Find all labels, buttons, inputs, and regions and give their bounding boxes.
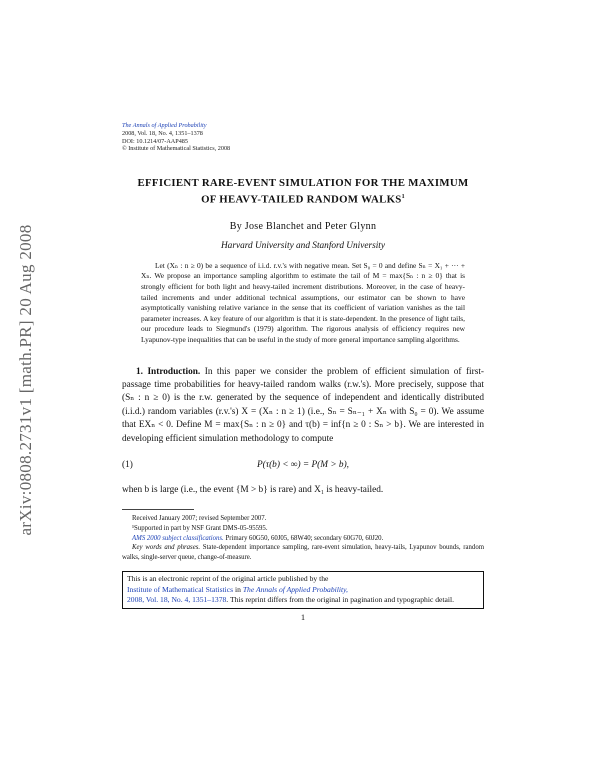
journal-header xyxy=(122,122,484,153)
title-line-2 xyxy=(122,190,484,207)
footnotes xyxy=(122,514,484,562)
reprint-text-c: . This reprint differs from the original in pagination and typographic detail. xyxy=(226,595,454,605)
keywords-label: Key words and phrases. xyxy=(132,544,201,552)
ams-codes: Primary 60G50, 60J05, 68W40; secondary 60G70, 60J20. xyxy=(223,534,384,542)
paper-authors: By Jose Blanchet and Peter Glynn xyxy=(229,220,377,232)
reprint-notice-box xyxy=(122,571,484,609)
journal-doi-link[interactable]: DOI: 10.1214/07-AAP485 xyxy=(122,137,188,145)
abstract-text: Let (Xₙ : n ≥ 0) be a sequence of i.i.d. r.v.'s with negative mean. Set S₀ = 0 and define Sₙ = X₁ + ··· + Xₙ. We propose an importance sampling algorithm to estimate the tail of M = max{Sₙ : n ≥ 0} that is strongly efficient for both light and heavy-tailed increment distributions. Moreover, in the case of heavy-tailed increments and under additional technical assumptions, our estimator can be shown to have asymptotically vanishing relative variance in the sense that its coefficient of variation vanishes as the tail parameter increases. A key feature of our algorithm is that it is state-dependent. In the presence of light tails, our procedure leads to Siegmund's (1979) algorithm. The rigorous analysis of efficiency requires new Lyapunov-type inequalities that can be useful in the study of more general importance sampling algorithms. xyxy=(141,260,465,344)
equation-formula: P(τ(b) < ∞) = P(M > b), xyxy=(256,459,350,470)
title-line-1: EFFICIENT RARE-EVENT SIMULATION FOR THE MAXIMUM xyxy=(137,177,469,190)
keywords-text: State-dependent importance sampling, rare-event simulation, heavy-tails, Lyapunov bounds, random walks, single-server queue, change-of-measure. xyxy=(122,544,485,561)
journal-volume-line: 2008, Vol. 18, No. 4, 1351–1378 xyxy=(122,129,203,137)
reprint-text-a: This is an electronic reprint of the original article published by the xyxy=(127,574,329,584)
footnote-keywords xyxy=(122,543,484,562)
footnote-received: Received January 2007; revised September 2007. xyxy=(132,515,267,523)
footnote-rule xyxy=(122,509,194,510)
arxiv-sidebar-stamp xyxy=(6,170,46,590)
abstract xyxy=(141,261,465,346)
section-heading: 1. Introduction. xyxy=(136,366,201,377)
journal-copyright-line: © Institute of Mathematical Statistics, 2008 xyxy=(122,145,231,153)
intro-paragraph xyxy=(122,366,484,446)
paper-title xyxy=(122,176,484,207)
ims-link[interactable]: Institute of Mathematical Statistics xyxy=(127,584,234,594)
equation-1 xyxy=(122,459,484,473)
equation-number: (1) xyxy=(122,459,133,470)
reprint-text-b: in xyxy=(233,584,243,594)
after-equation-text: when b is large (i.e., the event {M > b} is rare) and X₁ is heavy-tailed. xyxy=(122,484,384,495)
footnote-ams xyxy=(122,534,484,544)
intro-paragraph-text: In this paper we consider the problem of efficient simulation of first-passage time probabilities for heavy-tailed random walks (r.w.'s). More precisely, suppose that (Sₙ : n ≥ 0) is the r.w. generated by the sequence of independent and identically distributed (i.i.d.) random variables (r.v.'s) X = (Xₙ : n ≥ 1) (i.e., Sₙ = Sₙ₋₁ + Xₙ with S₀ = 0). We assume that EXₙ < 0. Define M = max{Sₙ : n ≥ 0} and τ(b) = inf{n ≥ 0 : Sₙ > b}. We are interested in developing efficient simulation methodology to compute xyxy=(122,366,485,444)
paper-page xyxy=(122,122,484,622)
journal-name-link[interactable]: The Annals of Applied Probability xyxy=(122,122,207,129)
arxiv-id-label: arXiv:0808.2731v1 [math.PR] 20 Aug 2008 xyxy=(16,224,35,536)
title-footnote-mark: 1 xyxy=(401,194,405,201)
ams-classification-link[interactable]: AMS 2000 subject classifications. xyxy=(132,534,224,542)
title-line-2-text: OF HEAVY-TAILED RANDOM WALKS xyxy=(201,193,402,206)
journal-link[interactable]: The Annals of Applied Probability, xyxy=(242,584,348,594)
page-number: 1 xyxy=(300,611,306,622)
paper-affiliation: Harvard University and Stanford University xyxy=(220,240,386,251)
footnote-support: ¹Supported in part by NSF Grant DMS-05-95595. xyxy=(132,524,268,532)
introduction-section xyxy=(122,366,484,498)
volume-link[interactable]: 2008, Vol. 18, No. 4, 1351–1378 xyxy=(127,595,227,605)
